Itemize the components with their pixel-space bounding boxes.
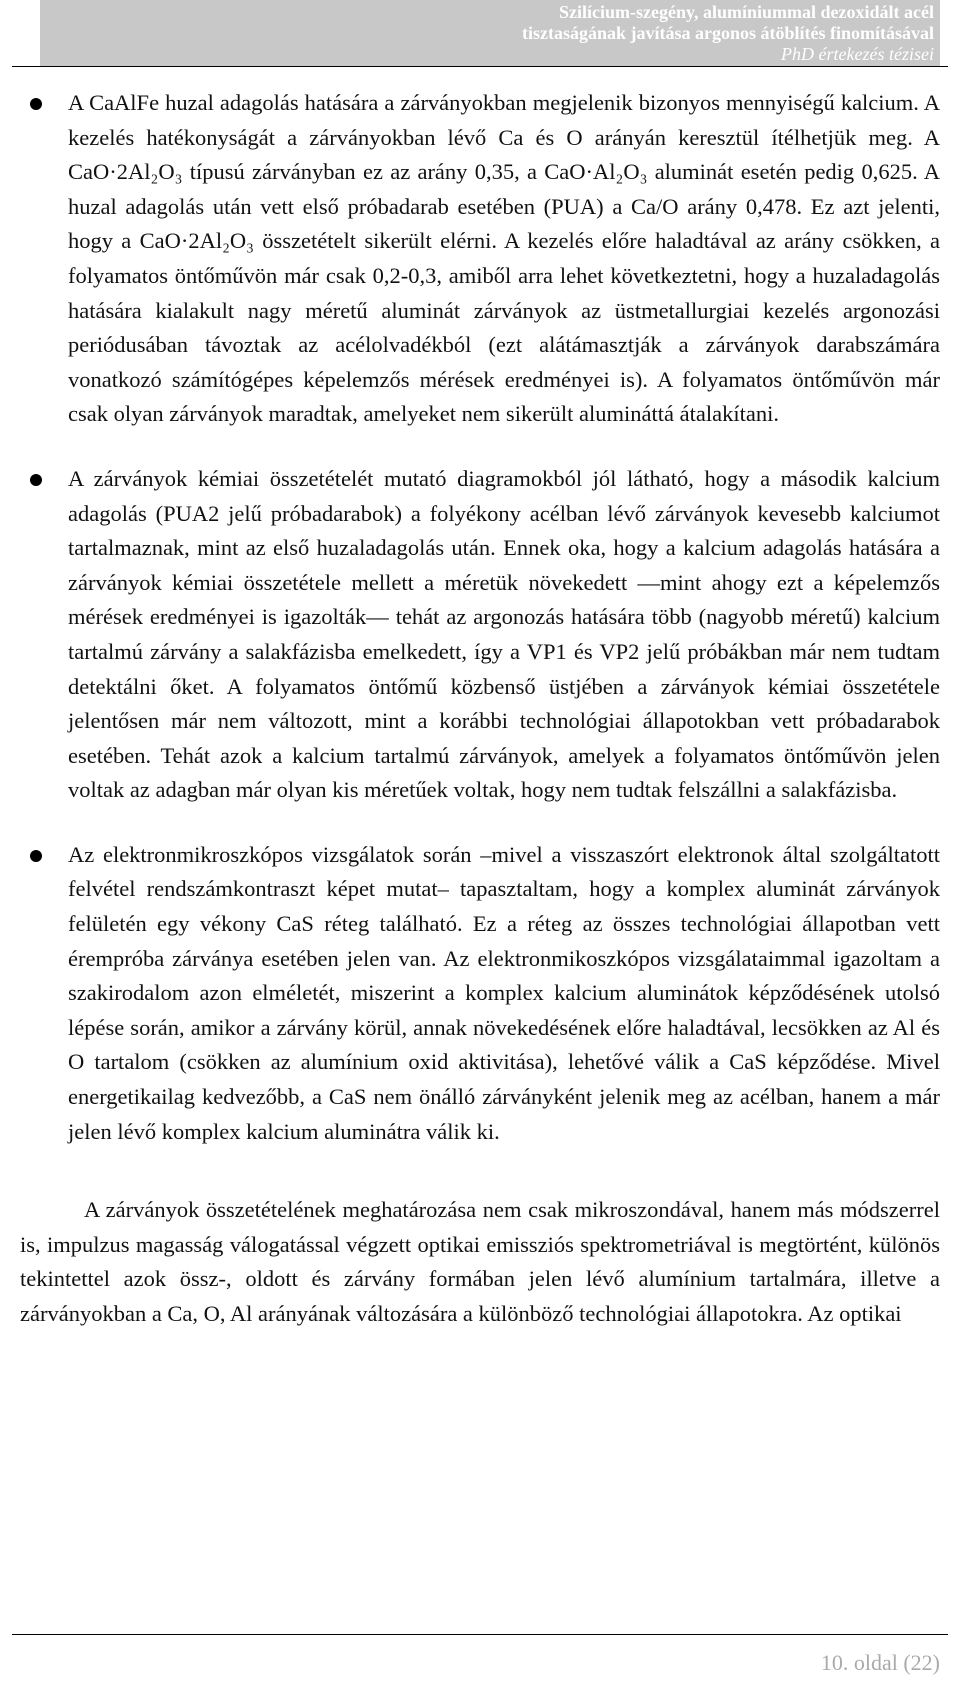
bullet-icon xyxy=(30,474,42,486)
bullet-item-3 xyxy=(0,838,960,1149)
footer-divider xyxy=(12,1634,948,1635)
header-title-line2: tisztaságának javítása argonos átöblítés finomításával xyxy=(521,23,934,43)
bullet-item-2 xyxy=(0,462,960,808)
header-subtitle: PhD értekezés tézisei xyxy=(781,44,934,64)
document-body xyxy=(0,86,960,1332)
bullet-item-1 xyxy=(0,86,960,432)
bullet-icon xyxy=(30,98,42,110)
body-paragraph: A zárványok összetételének meghatározása nem csak mikroszondával, hanem más módszerrel is, impulzus magasság válogatással végzett optikai emissziós spektrometriával is megtörtént, különös tekintettel azok össz-, oldott és zárvány formában jelen lévő alumínium tartalmára, illetve a zárványokban a Ca, O, Al arányának változására a különböző technológiai állapotokra. Az optikai xyxy=(20,1197,940,1326)
bullet-text: Az elektronmikroszkópos vizsgálatok során –mivel a visszaszórt elektronok által szolgáltatott felvétel rendszámkontraszt képet mutat– tapasztaltam, hogy a komplex aluminát zárványok felületén egy vékony CaS réteg található. Ez a réteg az összes technológiai állapotban vett érempróba zárványa esetében jelen van. Az elektronmikoszkópos vizsgálataimmal igazoltam a szakirodalom azon elméletét, miszerint a komplex kalcium aluminátok képződésének utolsó lépése során, amikor a zárvány körül, annak növekedésének előre haladtával, lecsökken az Al és O tartalom (csökken az alumínium oxid aktivitása), lehetővé válik a CaS képződése. Mivel energetikailag kedvezőbb, a CaS nem önálló zárványként jelenik meg az acélban, hanem a már jelen lévő komplex kalcium aluminátra válik ki. xyxy=(68,841,940,1144)
header-divider xyxy=(12,66,948,67)
page-number: 10. oldal (22) xyxy=(820,1650,940,1675)
running-header xyxy=(40,0,940,67)
header-title-line1: Szilícium-szegény, alumíniummal dezoxidált acél xyxy=(559,2,934,22)
bullet-icon xyxy=(30,850,42,862)
bullet-text: A CaAlFe huzal adagolás hatására a zárványokban megjelenik bizonyos mennyiségű kalcium. A kezelés hatékonyságát a zárványokban lévő Ca és O arányán keresztül ítélhetjük meg. A CaO·2Al₂O₃ típusú zárványban ez az arány 0,35, a CaO·Al₂O₃ aluminát esetén pedig 0,625. A huzal adagolás után vett első próbadarab esetében (PUA) a Ca/O arány 0,478. Ez azt jelenti, hogy a CaO·2Al₂O₃ összetételt sikerült elérni. A kezelés előre haladtával az arány csökken, a folyamatos öntőművön már csak 0,2-0,3, amiből arra lehet következtetni, hogy a huzaladagolás hatására kialakult nagy méretű aluminát zárványok az üstmetallurgiai kezelés argonozási periódusában távoztak az acélolvadékból (ezt alátámasztják a zárványok darabszámára vonatkozó számítógépes képelemzős mérések eredményei is). A folyamatos öntőművön már csak olyan zárványok maradtak, amelyeket nem sikerült alumináttá átalakítani. xyxy=(68,90,940,427)
bullet-text: A zárványok kémiai összetételét mutató diagramokból jól látható, hogy a második kalcium adagolás (PUA2 jelű próbadarabok) a folyékony acélban lévő zárványok kevesebb kalciumot tartalmaznak, mint az első huzaladagolás után. Ennek oka, hogy a kalcium adagolás hatására a zárványok kémiai összetétele mellett a méretük növekedett —mint ahogy ezt a képelemzős mérések eredményei is igazolták— tehát az argonozás hatására több (nagyobb méretű) kalcium tartalmú zárvány a salakfázisba emelkedett, így a VP1 és VP2 jelű próbákban már nem tudtam detektálni őket. A folyamatos öntőmű közbenső üstjében a zárványok kémiai összetétele jelentősen már nem változott, mint a korábbi technológiai állapotokban vett próbadarabok esetében. Tehát azok a kalcium tartalmú zárványok, amelyek a folyamatos öntőművön jelen voltak az adagban már olyan kis méretűek voltak, hogy nem tudtak felszállni a salakfázisba. xyxy=(68,465,940,803)
